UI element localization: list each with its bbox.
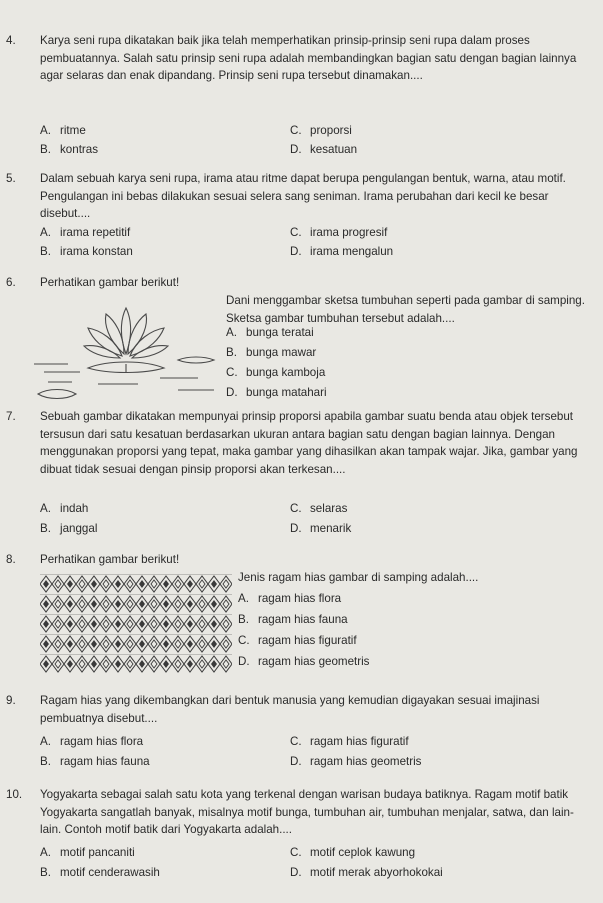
question-stem: Yogyakarta sebagai salah satu kota yang terkenal dengan warisan budaya batiknya. Ragam motif batik Yogyakarta sangatlah banyak, misalnya motif bunga, tumbuhan air, tumbuhan menjalar, satwa, dan lain-lain. Contoh motif batik dari Yogyakarta adalah.... [40, 788, 574, 836]
option-7b[interactable]: B. janggal [40, 522, 98, 535]
question-number: 6. [6, 276, 16, 289]
option-7c[interactable]: C. selaras [290, 502, 348, 515]
option-8d[interactable]: D. ragam hias geometris [238, 655, 370, 668]
option-10c[interactable]: C. motif ceplok kawung [290, 846, 416, 859]
question-10 [0, 786, 603, 846]
option-10b[interactable]: B. motif cenderawasih [40, 866, 160, 879]
question-6 [0, 274, 603, 294]
option-9a[interactable]: A. ragam hias flora [40, 735, 144, 748]
option-6a[interactable]: A. bunga teratai [226, 326, 314, 339]
option-6c[interactable]: C. bunga kamboja [226, 366, 326, 379]
option-8c[interactable]: C. ragam hias figuratif [238, 634, 357, 647]
option-5a[interactable]: A. irama repetitif [40, 226, 131, 239]
question-number: 5. [6, 172, 16, 185]
option-4b[interactable]: B. kontras [40, 143, 99, 156]
option-5b[interactable]: B. irama konstan [40, 245, 133, 258]
question-9 [0, 692, 603, 732]
option-9c[interactable]: C. ragam hias figuratif [290, 735, 409, 748]
option-9b[interactable]: B. ragam hias fauna [40, 755, 150, 768]
option-5d[interactable]: D. irama mengalun [290, 245, 394, 258]
question-8 [0, 551, 603, 571]
option-4d[interactable]: D. kesatuan [290, 143, 358, 156]
question-stem: Ragam hias yang dikembangkan dari bentuk manusia yang kemudian digayakan sesuai imajinasi pembuatnya disebut.... [40, 694, 540, 725]
option-4c[interactable]: C. proporsi [290, 124, 352, 137]
option-5c[interactable]: C. irama progresif [290, 226, 388, 239]
option-8a[interactable]: A. ragam hias flora [238, 592, 342, 605]
question-number: 9. [6, 694, 16, 707]
option-8b[interactable]: B. ragam hias fauna [238, 613, 348, 626]
option-7d[interactable]: D. menarik [290, 522, 352, 535]
question-stem: Karya seni rupa dikatakan baik jika telah memperhatikan prinsip-prinsip seni rupa dalam proses pembuatannya. Salah satu prinsip seni rupa adalah membandingkan bagian satu dengan bagian lainnya agar selaras dan enak dipandang. Prinsip seni rupa tersebut dinamakan.... [40, 34, 577, 82]
option-4a[interactable]: A. ritme [40, 124, 86, 137]
option-10d[interactable]: D. motif merak abyorhokokai [290, 866, 443, 879]
option-9d[interactable]: D. ragam hias geometris [290, 755, 422, 768]
question-stem: Sebuah gambar dikatakan mempunyai prinsip proporsi apabila gambar suatu benda atau objek tersebut tersusun dari satu kesatuan berdasarkan ukuran antara bagian satu dengan bagian lainnya. Dengan menggunakan proporsi yang tepat, maka gambar yang dihasilkan akan tampak wajar. Jika, gambar yang dibuat tidak sesuai dengan pinsip proporsi akan terkesan.... [40, 410, 578, 476]
option-10a[interactable]: A. motif pancaniti [40, 846, 135, 859]
question-7 [0, 408, 603, 498]
question-5 [0, 170, 603, 230]
question-stem: Perhatikan gambar berikut! [40, 553, 180, 566]
ornament-drawing [40, 574, 232, 674]
geometric-ornament-image [40, 574, 232, 674]
option-6b[interactable]: B. bunga mawar [226, 346, 317, 359]
question-number: 8. [6, 553, 16, 566]
lotus-sketch-image [28, 302, 224, 406]
question-number: 10. [6, 788, 23, 801]
option-6d[interactable]: D. bunga matahari [226, 386, 327, 399]
question-6-side-text: Dani menggambar sketsa tumbuhan seperti pada gambar di samping. Sketsa gambar tumbuhan tersebut adalah.... [226, 294, 585, 325]
question-stem: Dalam sebuah karya seni rupa, irama atau ritme dapat berupa pengulangan bentuk, warna, atau motif. Pengulangan ini bebas dilakukan sesuai selera sang seniman. Irama perubahan dari kecil ke besar disebut.... [40, 172, 566, 220]
question-number: 4. [6, 34, 16, 47]
question-number: 7. [6, 410, 16, 423]
option-7a[interactable]: A. indah [40, 502, 89, 515]
question-8-side-text: Jenis ragam hias gambar di samping adalah.... [238, 571, 479, 584]
lotus-drawing [28, 302, 224, 406]
question-stem: Perhatikan gambar berikut! [40, 276, 180, 289]
